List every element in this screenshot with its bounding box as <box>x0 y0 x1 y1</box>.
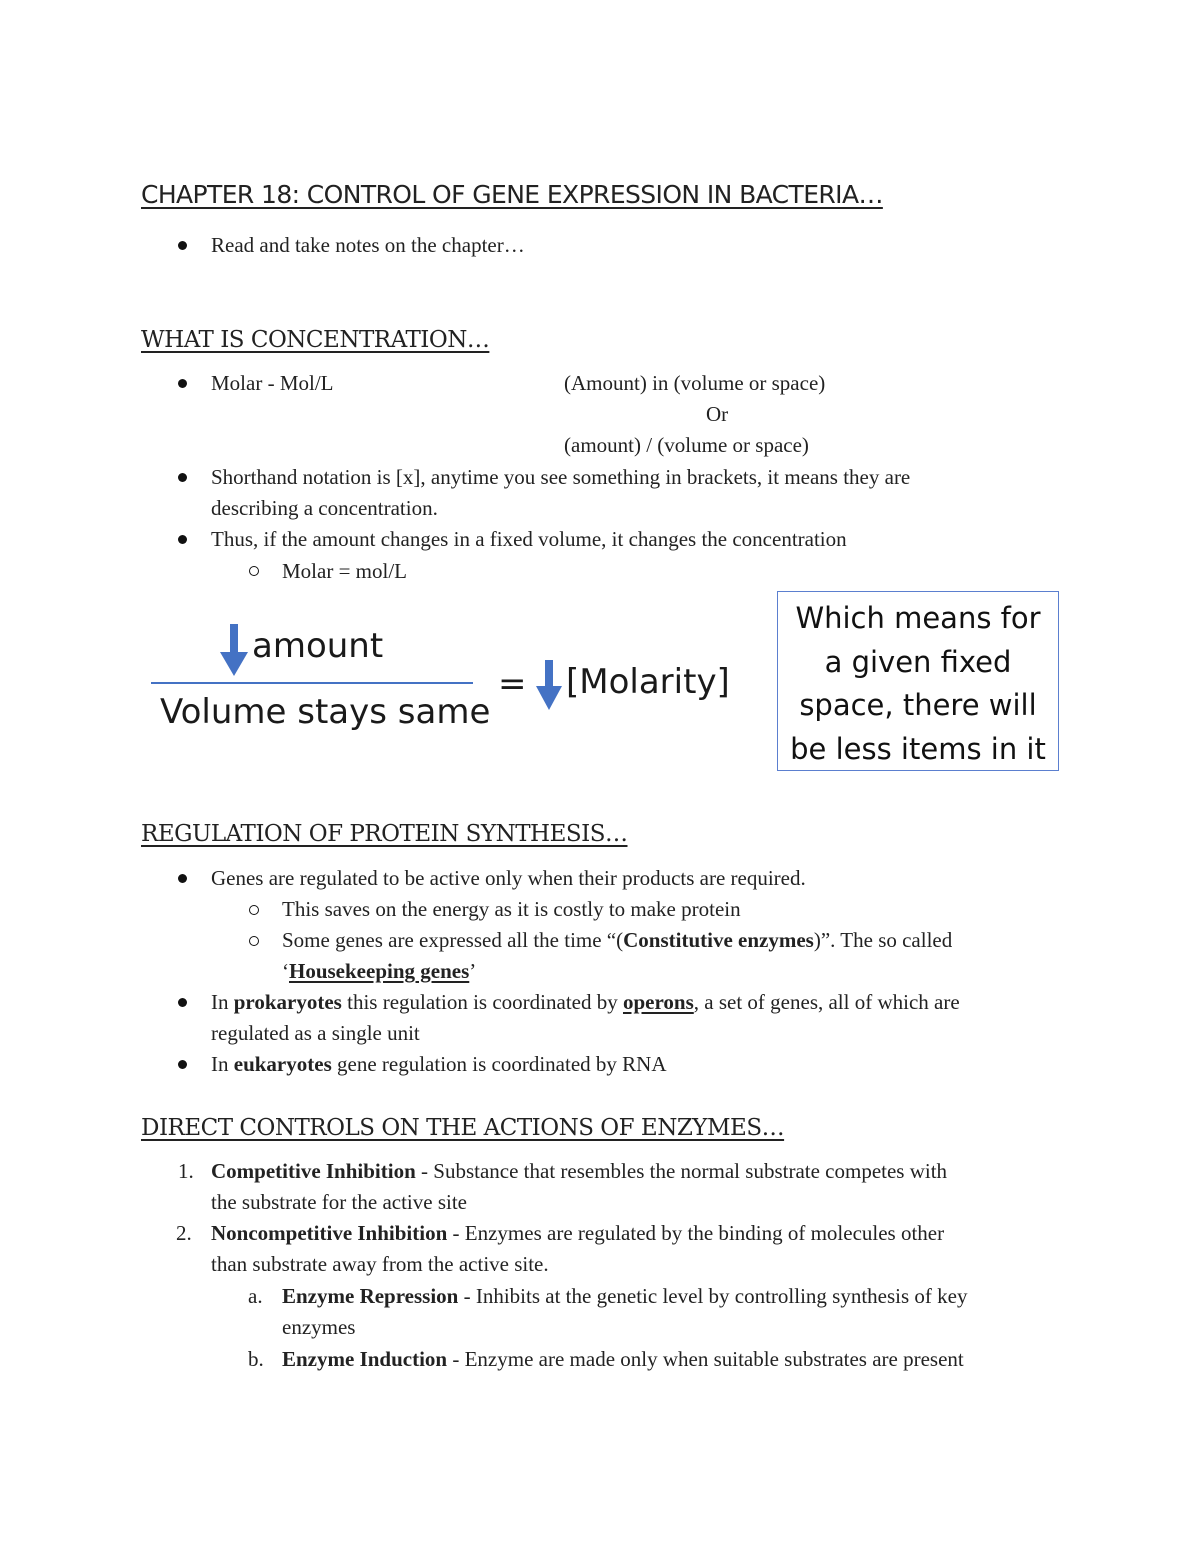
regulation-sub-2 <box>282 925 952 956</box>
regulation-bullet-2 <box>211 987 960 1018</box>
text-run: , a set of genes, all of which are <box>693 990 960 1014</box>
list-letter: a. <box>248 1284 263 1308</box>
down-arrow-icon <box>220 624 248 676</box>
regulation-bullet-3 <box>211 1049 667 1080</box>
regulation-sub-1: This saves on the energy as it is costly to make protein <box>282 897 741 921</box>
molarity-result: [Molarity] <box>566 662 730 702</box>
bullet-dot <box>178 379 187 388</box>
denominator-text: Volume stays same <box>160 692 491 732</box>
down-arrow-icon <box>536 660 562 710</box>
hollow-bullet <box>249 905 259 915</box>
direct-item-2b <box>282 1344 964 1375</box>
formula-or: Or <box>706 402 729 426</box>
text-run: Some genes are expressed all the time “( <box>282 928 624 952</box>
formula-line-2: (amount) / (volume or space) <box>564 433 809 457</box>
bullet-dot <box>178 535 187 544</box>
list-number: 2. <box>176 1221 192 1245</box>
bold-term: Enzyme Induction <box>282 1347 448 1371</box>
bold-term: Constitutive enzymes <box>623 928 814 952</box>
direct-item-1 <box>211 1156 947 1187</box>
bold-term: operons <box>622 990 694 1014</box>
thus-text: Thus, if the amount changes in a fixed volume, it changes the concentration <box>211 527 847 551</box>
text-run: - Substance that resembles the normal substrate competes with <box>415 1159 948 1183</box>
fraction-line <box>151 682 473 684</box>
regulation-sub-2-cont <box>282 956 476 987</box>
list-number: 1. <box>178 1159 194 1183</box>
callout-line: be less items in it <box>790 731 1046 766</box>
text-run: In <box>211 1052 234 1076</box>
callout-box <box>777 591 1059 771</box>
intro-bullet-text: Read and take notes on the chapter… <box>211 233 525 257</box>
direct-item-1-cont: the substrate for the active site <box>211 1190 467 1214</box>
section-heading-regulation: REGULATION OF PROTEIN SYNTHESIS… <box>141 821 628 847</box>
bold-term: prokaryotes <box>233 990 342 1014</box>
text-run: ’ <box>469 959 477 983</box>
bullet-dot <box>178 998 187 1007</box>
chapter-title: CHAPTER 18: CONTROL OF GENE EXPRESSION IN BACTERIA… <box>141 180 883 209</box>
text-run: - Enzyme are made only when suitable substrates are present <box>447 1347 964 1371</box>
bold-term: Enzyme Repression <box>282 1284 459 1308</box>
section-heading-direct-controls: DIRECT CONTROLS ON THE ACTIONS OF ENZYMES… <box>141 1115 785 1141</box>
regulation-bullet-2-cont: regulated as a single unit <box>211 1021 420 1045</box>
text-run: - Inhibits at the genetic level by controlling synthesis of key <box>458 1284 968 1308</box>
direct-item-2a <box>282 1281 968 1312</box>
callout-line: a given fixed <box>824 644 1012 679</box>
text-run: - Enzymes are regulated by the binding of molecules other <box>447 1221 945 1245</box>
bullet-dot <box>178 1060 187 1069</box>
callout-line: Which means for <box>795 601 1041 635</box>
hollow-bullet <box>249 936 259 946</box>
molar-sub-text: Molar = mol/L <box>282 559 407 583</box>
shorthand-text-2: describing a concentration. <box>211 496 438 520</box>
direct-item-2-cont: than substrate away from the active site. <box>211 1252 549 1276</box>
hollow-bullet <box>249 566 259 576</box>
direct-item-2 <box>211 1218 944 1249</box>
bullet-dot <box>178 874 187 883</box>
shorthand-text-1: Shorthand notation is [x], anytime you see something in brackets, it means they are <box>211 465 911 489</box>
callout-line: space, there will <box>799 688 1037 722</box>
list-letter: b. <box>248 1347 264 1371</box>
formula-line-1: (Amount) in (volume or space) <box>564 371 826 395</box>
section-heading-concentration: WHAT IS CONCENTRATION… <box>141 327 490 353</box>
text-run: ‘ <box>282 959 289 983</box>
text-run: this regulation is coordinated by <box>341 990 623 1014</box>
bullet-dot <box>178 473 187 482</box>
bold-term: Competitive Inhibition <box>211 1159 416 1183</box>
numerator-text: amount <box>252 626 384 666</box>
bullet-dot <box>178 241 187 250</box>
bold-term: Housekeeping genes <box>289 959 470 983</box>
molar-label: Molar - Mol/L <box>211 371 334 395</box>
bold-term: Noncompetitive Inhibition <box>211 1221 448 1245</box>
direct-item-2a-cont: enzymes <box>282 1315 356 1339</box>
text-run: )”. The so called <box>813 928 953 952</box>
regulation-bullet-1: Genes are regulated to be active only when their products are required. <box>211 866 806 890</box>
bold-term: eukaryotes <box>233 1052 332 1076</box>
text-run: In <box>211 990 234 1014</box>
equals-sign: = <box>498 664 527 704</box>
text-run: gene regulation is coordinated by RNA <box>331 1052 667 1076</box>
